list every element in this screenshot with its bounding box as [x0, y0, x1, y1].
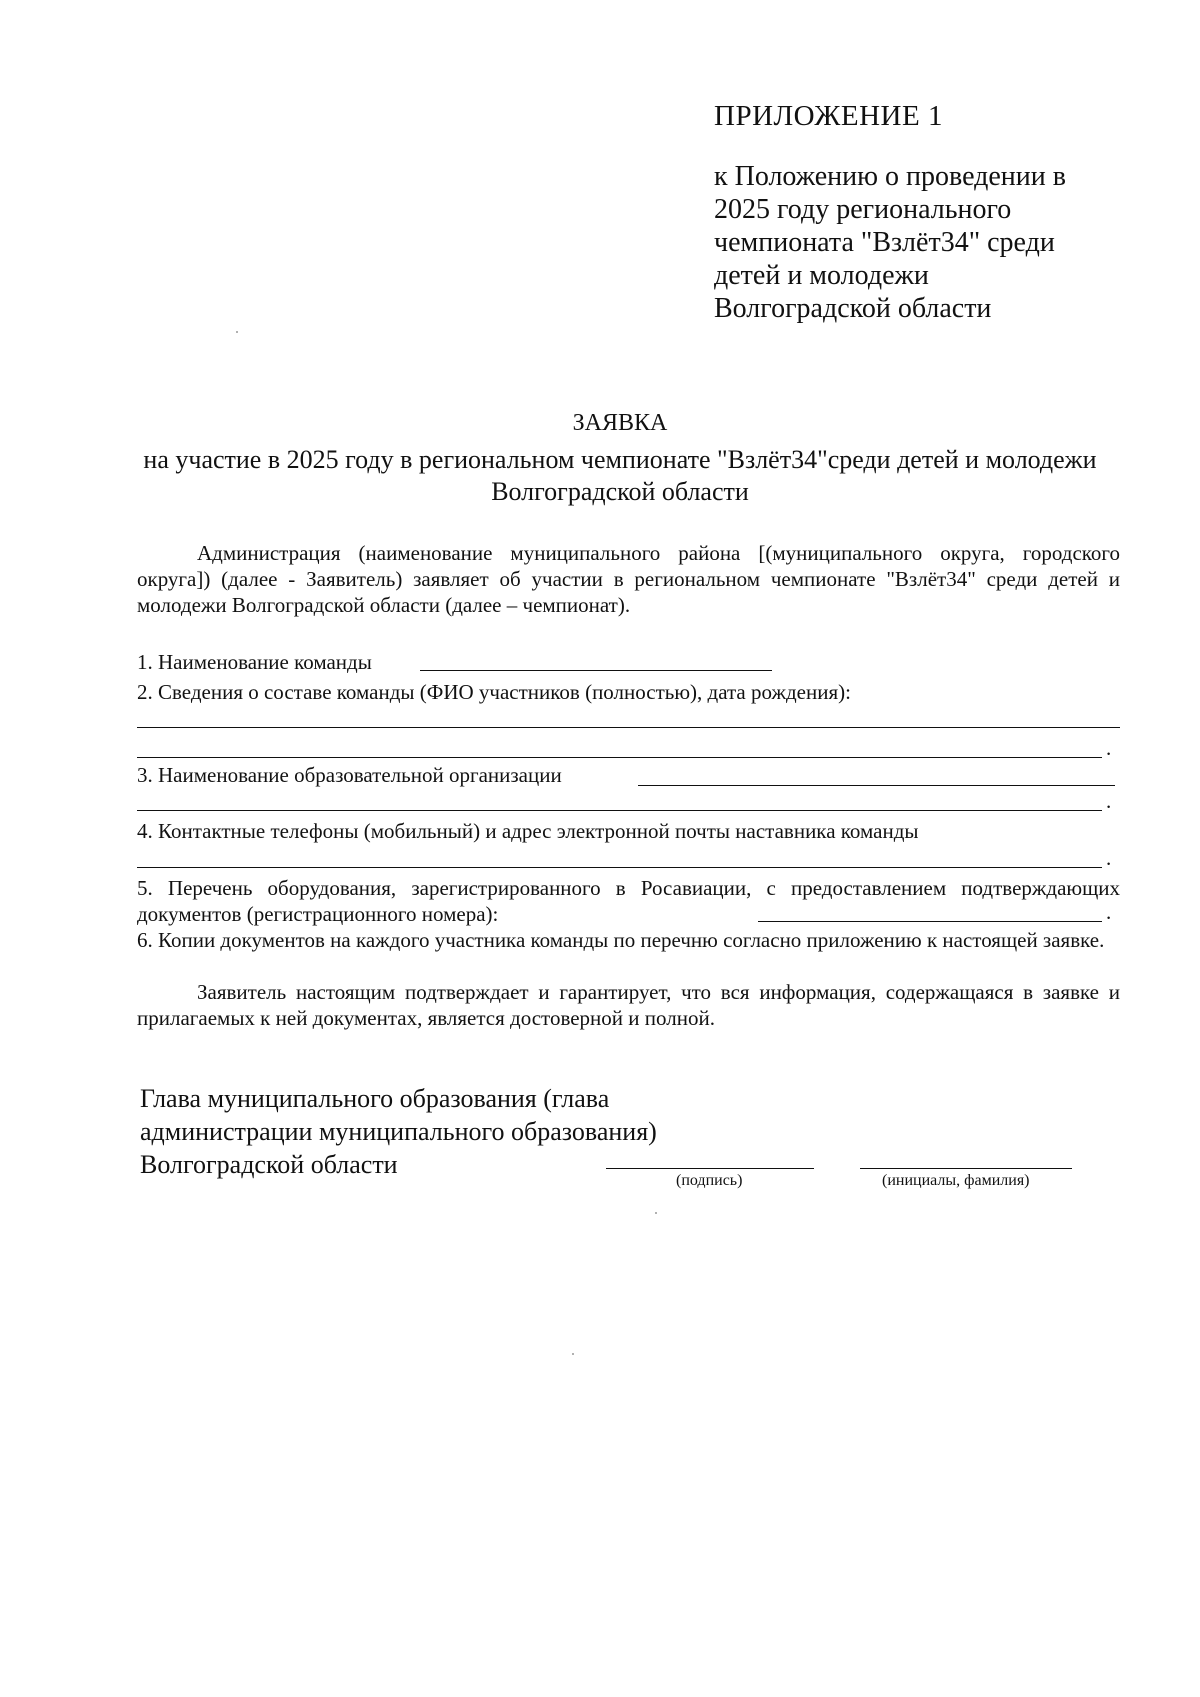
edu-org-end-period: .: [1106, 789, 1112, 813]
scan-speck: [236, 331, 238, 333]
item-team-members: 2. Сведения о составе команды (ФИО участников (полностью), дата рождения):: [137, 680, 851, 704]
appendix-title: ПРИЛОЖЕНИЕ 1: [714, 100, 943, 132]
team-members-fill-line-1[interactable]: [137, 727, 1120, 728]
edu-org-fill-line-2[interactable]: [137, 810, 1102, 811]
signatory-position: Глава муниципального образования (глава администрации муниципального образования) Волгоградской области: [140, 1084, 657, 1179]
contacts-fill-line[interactable]: [137, 867, 1102, 868]
team-name-fill-line[interactable]: [420, 670, 772, 671]
intro-paragraph: Администрация (наименование муниципального района [(муниципального округа, городского округа]) (далее - Заявитель) заявляет об участии в региональном чемпионате "Взлёт34" среди детей и молодежи Волгоградской области (далее – чемпионат).: [137, 541, 1120, 617]
equipment-text: 5. Перечень оборудования, зарегистрированного в Росавиации, с предоставлением подтверждающих документов (регистрационного номера):: [137, 876, 1120, 926]
item-contacts: 4. Контактные телефоны (мобильный) и адрес электронной почты наставника команды: [137, 819, 919, 843]
name-caption: (инициалы, фамилия): [882, 1172, 1030, 1189]
item-equipment: [137, 875, 1120, 927]
application-subtitle: на участие в 2025 году в региональном чемпионате "Взлёт34"среди детей и молодежи Волгоградской области: [143, 445, 1097, 506]
scan-speck: [572, 1353, 574, 1355]
name-line[interactable]: [860, 1168, 1072, 1169]
appendix-reference: к Положению о проведении в 2025 году регионального чемпионата "Взлёт34" среди детей и молодежи Волгоградской области: [714, 161, 1066, 324]
application-title: ЗАЯВКА: [572, 410, 668, 436]
team-members-end-period: .: [1106, 736, 1112, 760]
item-copies: 6. Копии документов на каждого участника команды по перечню согласно приложению к настоящей заявке.: [137, 928, 1105, 952]
team-members-fill-line-2[interactable]: [137, 757, 1102, 758]
item-team-name: 1. Наименование команды: [137, 650, 372, 674]
contacts-end-period: .: [1106, 846, 1112, 870]
scan-speck: [655, 1212, 657, 1214]
signature-caption: (подпись): [676, 1172, 743, 1189]
edu-org-fill-line-1[interactable]: [638, 785, 1115, 786]
signature-line[interactable]: [606, 1168, 814, 1169]
equipment-end-period: .: [1106, 900, 1112, 924]
item-edu-org: 3. Наименование образовательной организации: [137, 763, 562, 787]
equipment-fill-line[interactable]: [758, 921, 1102, 922]
guarantee-paragraph: Заявитель настоящим подтверждает и гарантирует, что вся информация, содержащаяся в заявке и прилагаемых к ней документах, является достоверной и полной.: [137, 980, 1120, 1030]
